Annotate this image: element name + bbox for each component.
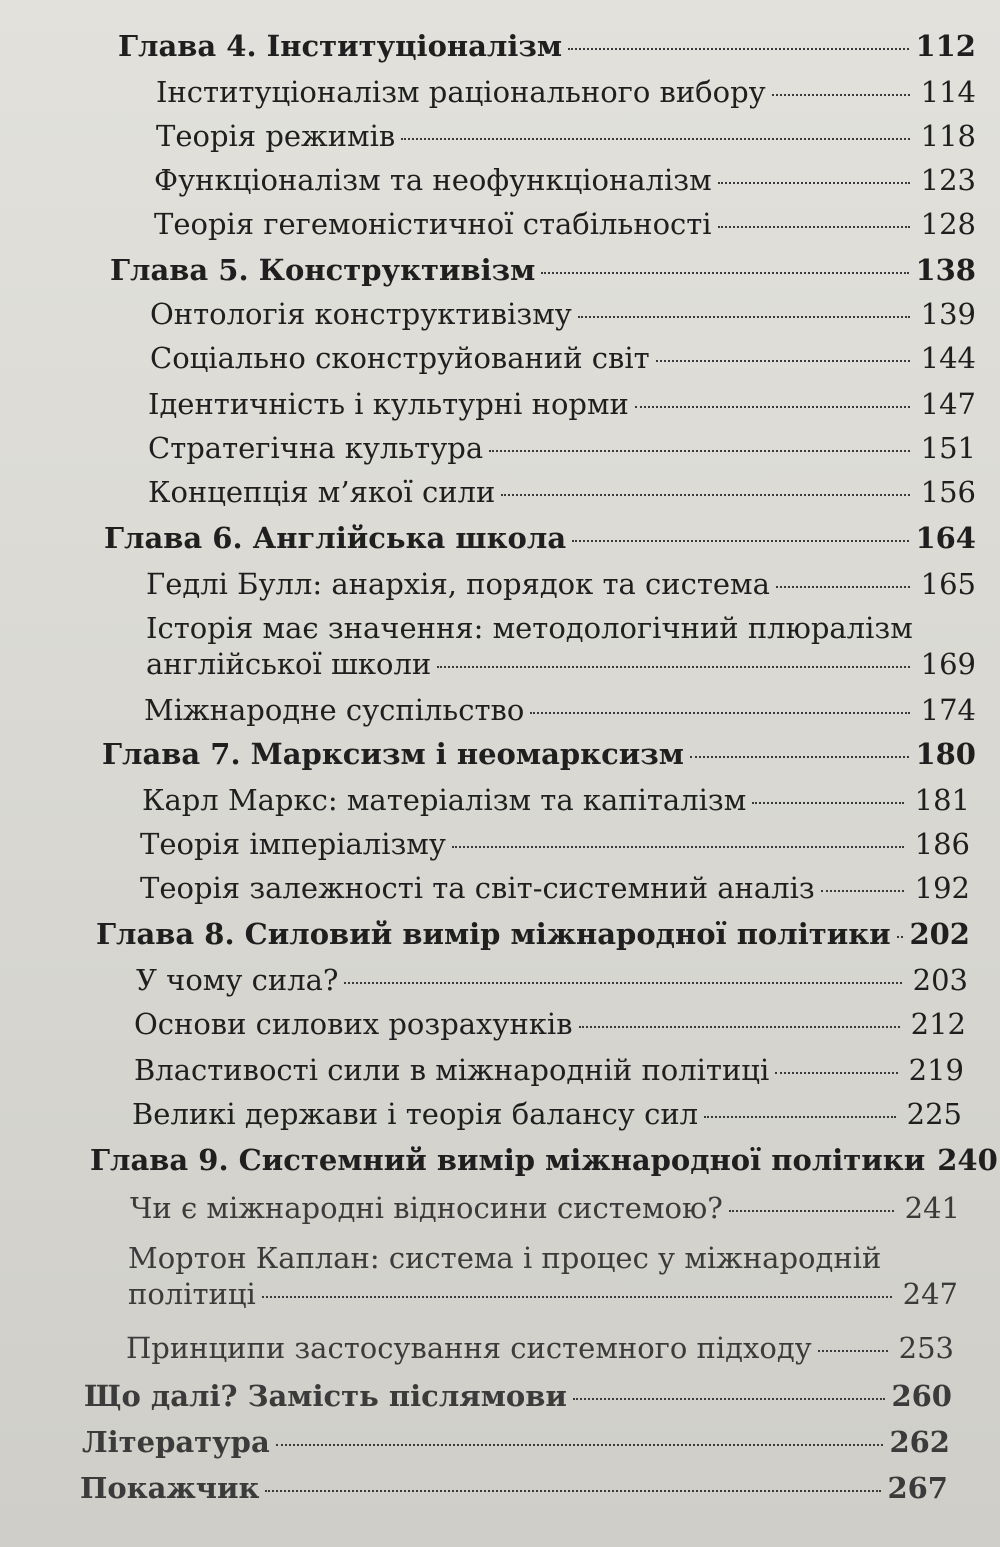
dot-leader [276, 1444, 884, 1446]
wrapped-title-block [128, 1240, 958, 1312]
dot-leader [656, 360, 910, 362]
toc-page-number: 253 [898, 1331, 954, 1365]
toc-chapter-4[interactable] [118, 28, 976, 64]
dot-leader [718, 226, 910, 228]
toc-section[interactable] [142, 782, 970, 818]
dot-leader [729, 1210, 894, 1212]
toc-page-number: 262 [889, 1425, 950, 1459]
toc-title: Основи силових розрахунків [134, 1007, 573, 1041]
toc-chapter-8[interactable] [96, 916, 970, 952]
toc-title: Онтологія конструктивізму [150, 297, 572, 331]
dot-leader [897, 936, 904, 938]
toc-section-wrapped[interactable] [146, 610, 976, 682]
toc-page-number: 147 [920, 387, 976, 421]
toc-section[interactable] [134, 1052, 964, 1088]
dot-leader [541, 272, 909, 274]
toc-section[interactable] [126, 1330, 954, 1366]
dot-leader [690, 756, 910, 758]
toc-page-number: 156 [920, 475, 976, 509]
toc-page-number: 151 [920, 431, 976, 465]
dot-leader [568, 48, 909, 50]
toc-page-number: 180 [915, 737, 976, 771]
toc-page-number: 174 [920, 693, 976, 727]
toc-section[interactable] [148, 430, 976, 466]
toc-title: Глава 6. Англійська школа [104, 521, 567, 555]
dot-leader [718, 182, 910, 184]
dot-leader [501, 494, 910, 496]
dot-leader [489, 450, 910, 452]
toc-literature[interactable] [82, 1424, 950, 1460]
toc-page-number: 181 [914, 783, 970, 817]
toc-page-number: 225 [906, 1097, 962, 1131]
toc-section[interactable] [154, 162, 976, 198]
toc-page-number: 112 [915, 29, 976, 63]
toc-title-line-2-row [146, 646, 976, 682]
toc-title: Глава 7. Марксизм і неомарксизм [102, 737, 684, 771]
toc-section[interactable] [130, 1190, 960, 1226]
toc-title: Теорія режимів [156, 119, 396, 153]
toc-what-next[interactable] [84, 1378, 952, 1414]
toc-section[interactable] [144, 692, 976, 728]
dot-leader [401, 138, 910, 140]
toc-page-number: 203 [912, 963, 968, 997]
toc-title: Глава 5. Конструктивізм [110, 253, 536, 287]
toc-title: Інституціоналізм раціонального вибору [156, 75, 766, 109]
dot-leader [579, 1026, 900, 1028]
toc-page-number: 240 [937, 1143, 998, 1177]
toc-page-number: 186 [914, 827, 970, 861]
toc-title-line-1: Історія має значення: методологічний плюралізм [146, 611, 913, 645]
toc-section[interactable] [156, 118, 976, 154]
toc-page-number: 169 [920, 647, 976, 681]
toc-page-number: 212 [910, 1007, 966, 1041]
toc-page-number: 247 [902, 1277, 958, 1311]
toc-chapter-9[interactable] [90, 1142, 998, 1178]
dot-leader [772, 94, 910, 96]
toc-title: Міжнародне суспільство [144, 693, 525, 727]
toc-page-number: 123 [920, 163, 976, 197]
toc-title: Властивості сили в міжнародній політиці [134, 1053, 770, 1087]
toc-title: Теорія гегемоністичної стабільності [154, 207, 712, 241]
toc-page-number: 139 [920, 297, 976, 331]
toc-chapter-7[interactable] [102, 736, 976, 772]
dot-leader [635, 406, 910, 408]
dot-leader [344, 982, 902, 984]
toc-title: Функціоналізм та неофункціоналізм [154, 163, 712, 197]
dot-leader [530, 712, 910, 714]
toc-title-line-1: Мортон Каплан: система і процес у міжнародній [128, 1241, 882, 1275]
toc-title: Глава 9. Системний вимір міжнародної політики [90, 1143, 926, 1177]
toc-title: Теорія залежності та світ-системний аналіз [140, 871, 815, 905]
toc-page-number: 144 [920, 341, 976, 375]
toc-chapter-6[interactable] [104, 520, 976, 556]
toc-section[interactable] [140, 870, 970, 906]
toc-title: У чому сила? [136, 963, 339, 997]
toc-title: Концепція м’якої сили [148, 475, 496, 509]
toc-title: Великі держави і теорія балансу сил [132, 1097, 699, 1131]
toc-title: Покажчик [80, 1471, 260, 1505]
toc-section[interactable] [148, 386, 976, 422]
dot-leader [452, 846, 904, 848]
toc-page-number: 241 [904, 1191, 960, 1225]
dot-leader [262, 1296, 892, 1298]
toc-title: Стратегічна культура [148, 431, 484, 465]
toc-section[interactable] [150, 340, 976, 376]
toc-section[interactable] [136, 962, 968, 998]
toc-title: Що далі? Замість післямови [84, 1379, 567, 1413]
dot-leader [776, 586, 910, 588]
toc-title: Література [82, 1425, 270, 1459]
dot-leader [265, 1490, 881, 1492]
toc-chapter-5[interactable] [110, 252, 976, 288]
toc-page-number: 202 [909, 917, 970, 951]
toc-section-wrapped[interactable] [128, 1240, 958, 1312]
toc-section[interactable] [148, 474, 976, 510]
dot-leader [572, 540, 909, 542]
dot-leader [704, 1116, 896, 1118]
toc-section[interactable] [146, 566, 976, 602]
toc-page-number: 164 [915, 521, 976, 555]
toc-page-number: 118 [920, 119, 976, 153]
toc-page-number: 114 [920, 75, 976, 109]
dot-leader [775, 1072, 898, 1074]
toc-page-number: 128 [920, 207, 976, 241]
toc-title-line-2: англійської школи [146, 647, 432, 681]
toc-title: Соціально сконструйований світ [150, 341, 650, 375]
toc-page-number: 192 [914, 871, 970, 905]
toc-section[interactable] [132, 1096, 962, 1132]
toc-section[interactable] [154, 206, 976, 242]
toc-page-number: 267 [887, 1471, 948, 1505]
dot-leader [752, 802, 904, 804]
toc-section[interactable] [150, 296, 976, 332]
toc-title: Принципи застосування системного підходу [126, 1331, 812, 1365]
toc-section[interactable] [134, 1006, 966, 1042]
toc-title: Карл Маркс: матеріалізм та капіталізм [142, 783, 747, 817]
toc-title-line-2-row [128, 1276, 958, 1312]
wrapped-title-block [146, 610, 976, 682]
dot-leader [818, 1350, 888, 1352]
toc-page-number: 165 [920, 567, 976, 601]
dot-leader [821, 890, 904, 892]
toc-index[interactable] [80, 1470, 948, 1506]
toc-title: Глава 4. Інституціоналізм [118, 29, 563, 63]
toc-page-number: 138 [915, 253, 976, 287]
toc-title-line-2: політиці [128, 1277, 256, 1311]
dot-leader [573, 1398, 886, 1400]
dot-leader [437, 666, 910, 668]
toc-title: Глава 8. Силовий вимір міжнародної політики [96, 917, 891, 951]
toc-section[interactable] [140, 826, 970, 862]
toc-title: Гедлі Булл: анархія, порядок та система [146, 567, 770, 601]
toc-section[interactable] [156, 74, 976, 110]
dot-leader [578, 316, 910, 318]
toc-page-number: 219 [908, 1053, 964, 1087]
toc-title: Теорія імперіалізму [140, 827, 446, 861]
toc-page-number: 260 [891, 1379, 952, 1413]
toc-title: Ідентичність і культурні норми [148, 387, 629, 421]
toc-title: Чи є міжнародні відносини системою? [130, 1191, 723, 1225]
